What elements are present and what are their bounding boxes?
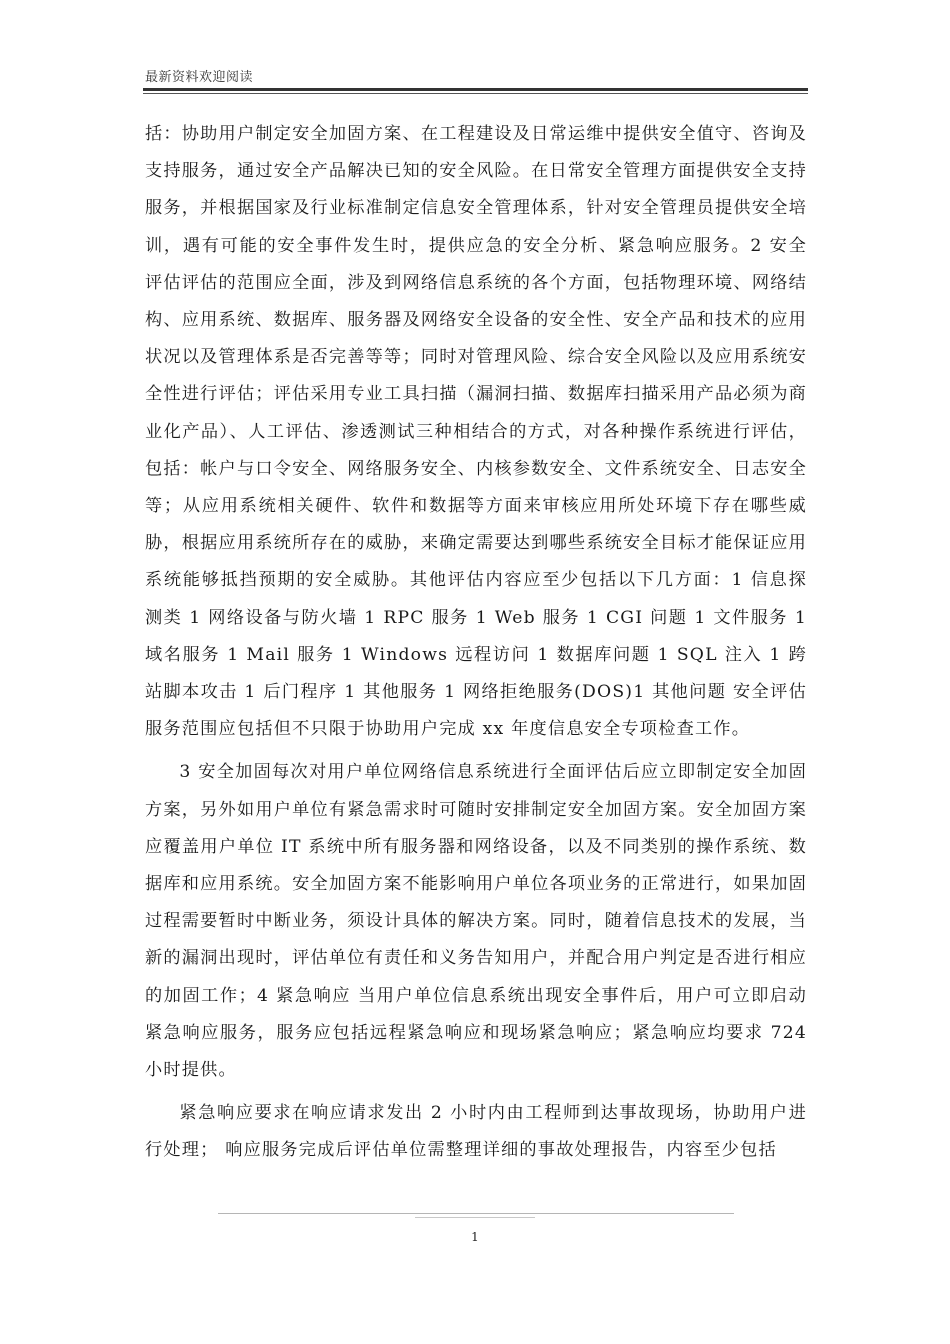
footer-rule-short: [415, 1217, 535, 1218]
paragraph: 紧急响应要求在响应请求发出 2 小时内由工程师到达事故现场，协助用户进行处理； 响应服务完成后评估单位需整理详细的事故处理报告，内容至少包括: [145, 1103, 807, 1161]
header-rule: [143, 88, 808, 91]
document-body: [145, 116, 807, 1170]
paragraph: 3 安全加固每次对用户单位网络信息系统进行全面评估后应立即制定安全加固方案，另外如用户单位有紧急需求时可随时安排制定安全加固方案。安全加固方案应覆盖用户单位 IT 系统中所有服务器和网络设备，以及不同类别的操作系统、数据库和应用系统。安全加固方案不能影响用户单位各项业务的正常进行，如果加固过程需要暂时中断业务，须设计具体的解决方案。同时，随着信息技术的发展，当新的漏洞出现时，评估单位有责任和义务告知用户，并配合用户判定是否进行相应的加固工作；4 紧急响应 当用户单位信息系统出现安全事件后，用户可立即启动紧急响应服务，服务应包括远程紧急响应和现场紧急响应；紧急响应均要求 724 小时提供。: [145, 762, 807, 1081]
footer-rule: [218, 1213, 734, 1214]
paragraph: 括：协助用户制定安全加固方案、在工程建设及日常运维中提供安全值守、咨询及支持服务，通过安全产品解决已知的安全风险。在日常安全管理方面提供安全支持服务，并根据国家及行业标准制定信息安全管理体系，针对安全管理员提供安全培训，遇有可能的安全事件发生时，提供应急的安全分析、紧急响应服务。2 安全评估评估的范围应全面，涉及到网络信息系统的各个方面，包括物理环境、网络结构、应用系统、数据库、服务器及网络安全设备的安全性、安全产品和技术的应用状况以及管理体系是否完善等等；同时对管理风险、综合安全风险以及应用系统安全性进行评估；评估采用专业工具扫描（漏洞扫描、数据库扫描采用产品必须为商业化产品）、人工评估、渗透测试三种相结合的方式，对各种操作系统进行评估，包括：帐户与口令安全、网络服务安全、内核参数安全、文件系统安全、日志安全等；从应用系统相关硬件、软件和数据等方面来审核应用所处环境下存在哪些威胁，根据应用系统所存在的威胁，来确定需要达到哪些系统安全目标才能保证应用系统能够抵挡预期的安全威胁。其他评估内容应至少包括以下几方面：1 信息探测类 1 网络设备与防火墙 1 RPC 服务 1 Web 服务 1 CGI 问题 1 文件服务 1 域名服务 1 Mail 服务 1 Windows 远程访问 1 数据库问题 1 SQL 注入 1 跨站脚本攻击 1 后门程序 1 其他服务 1 网络拒绝服务(DOS)1 其他问题 安全评估服务范围应包括但不只限于协助用户完成 xx 年度信息安全专项检查工作。: [145, 124, 807, 740]
page-number: 1: [471, 1230, 479, 1244]
header-rule-thin: [143, 93, 808, 94]
page-header: 最新资料欢迎阅读: [145, 70, 254, 85]
